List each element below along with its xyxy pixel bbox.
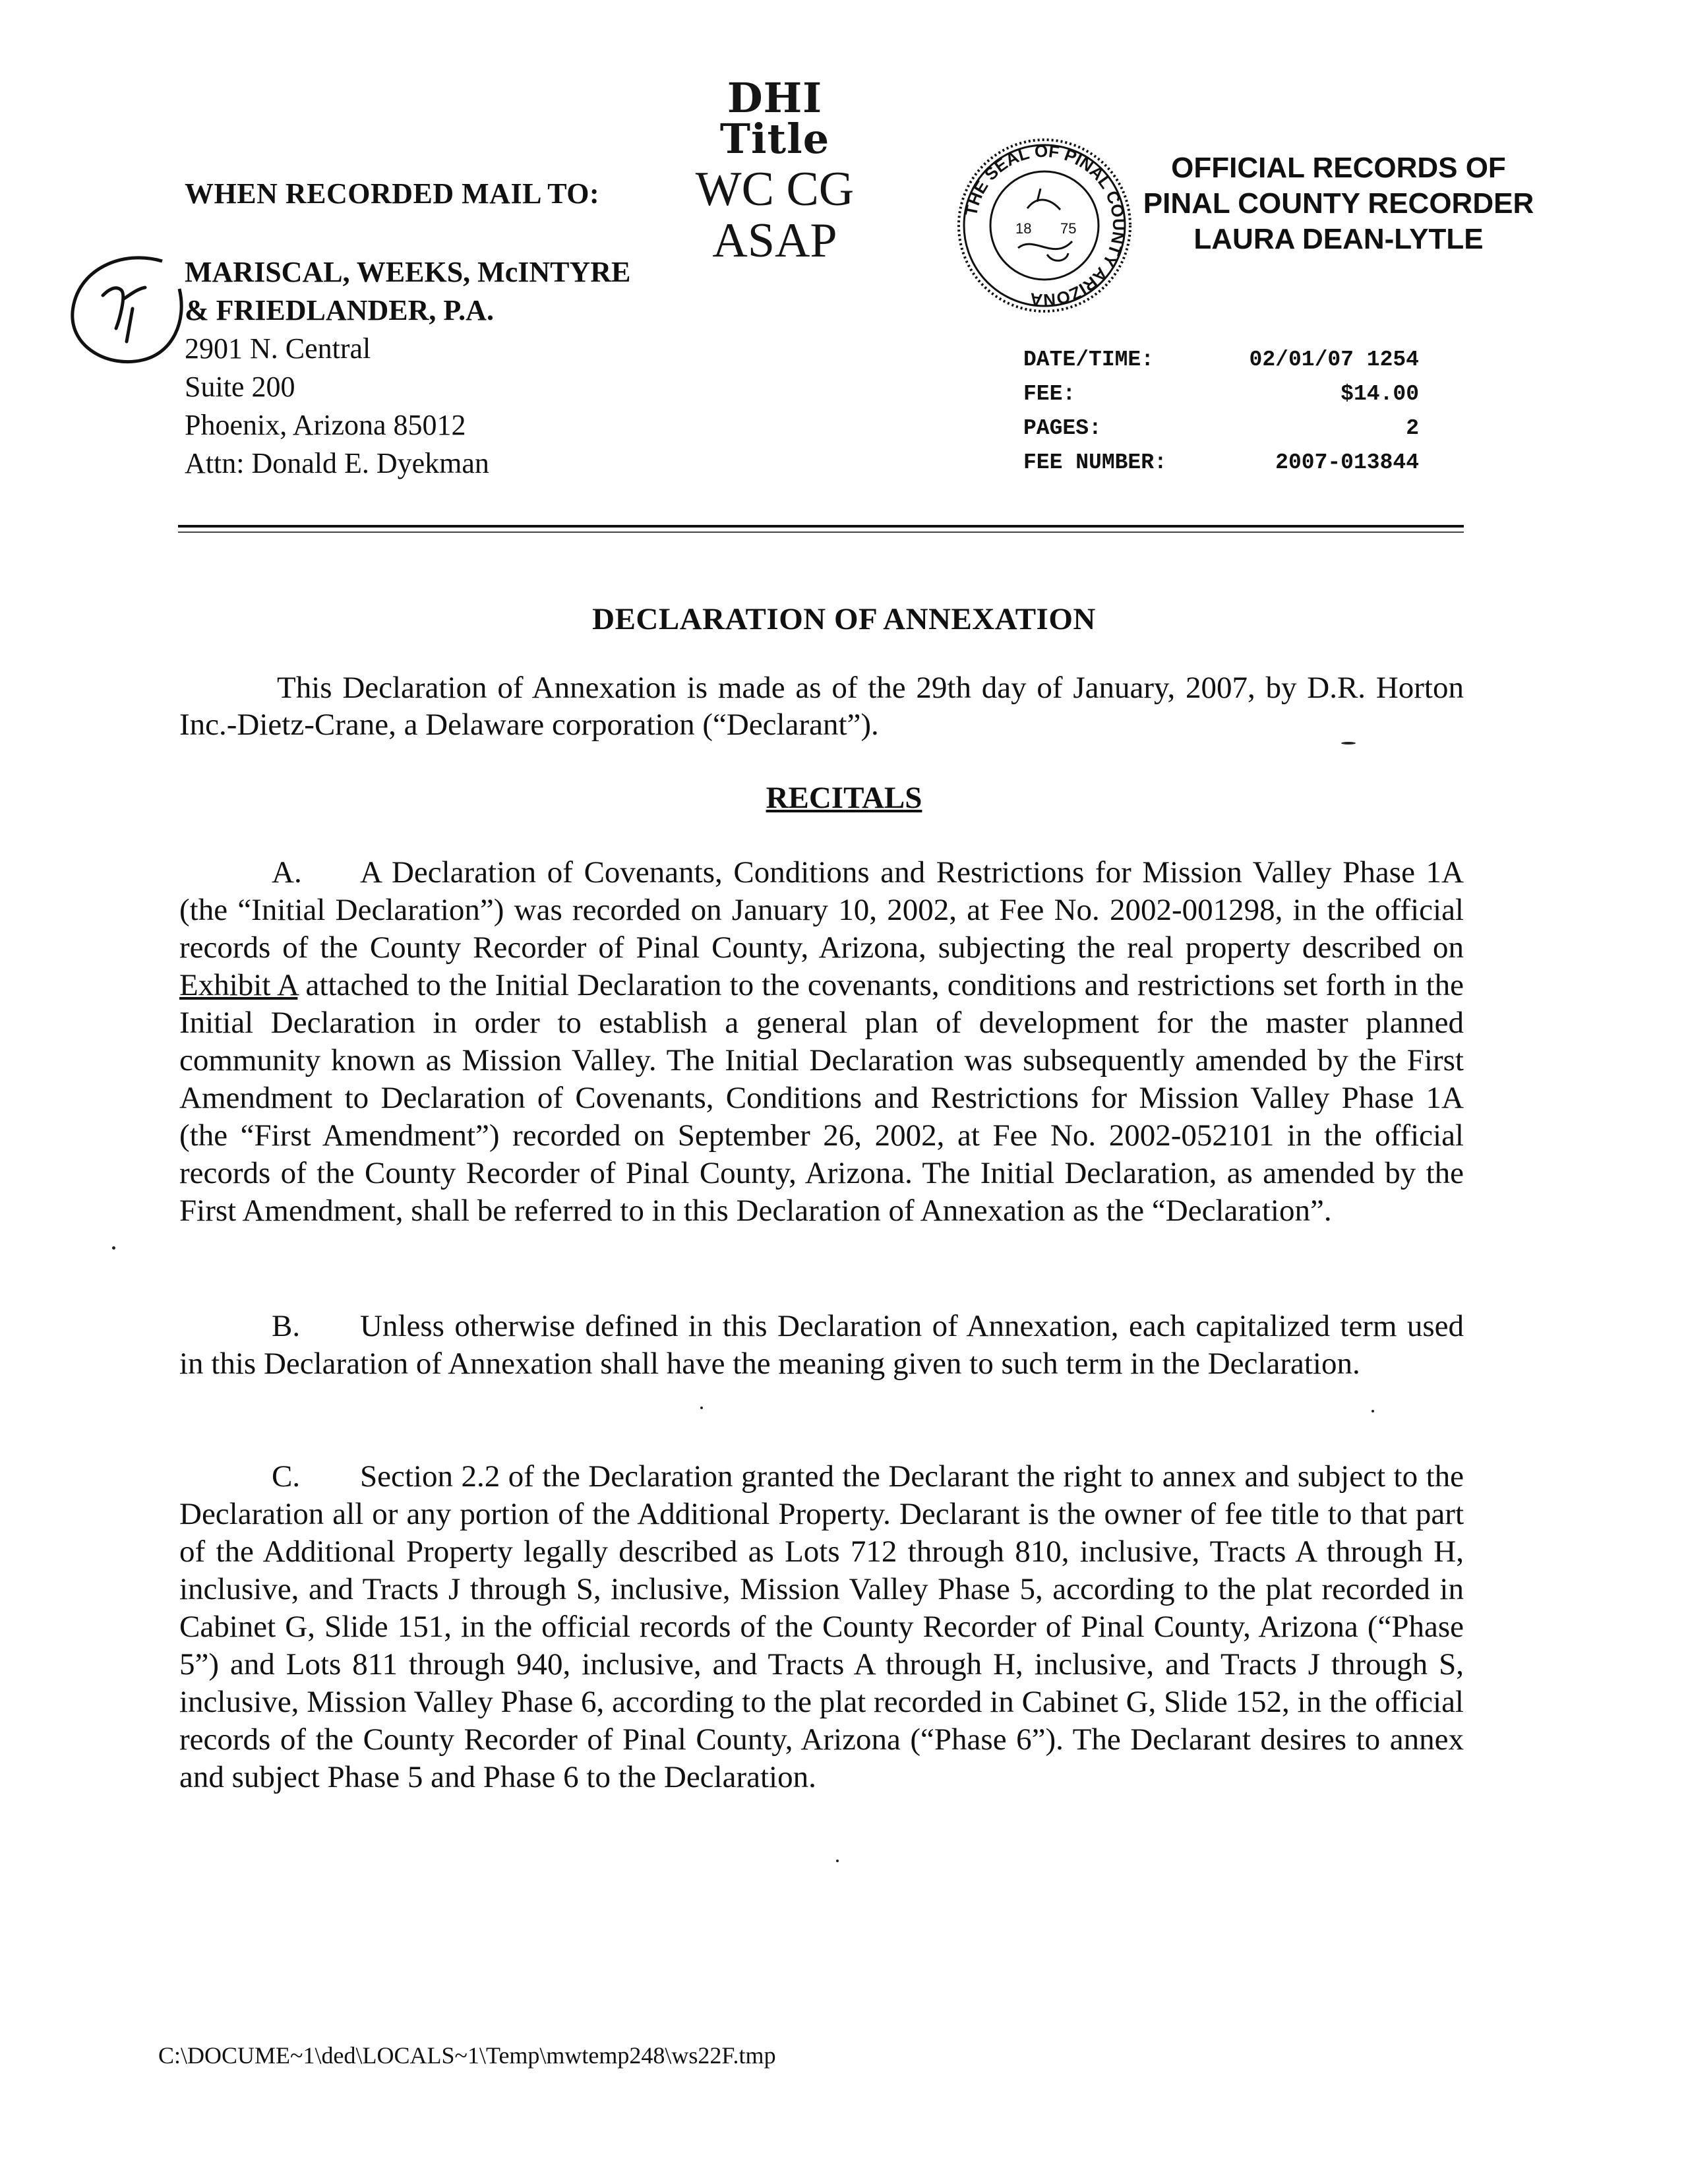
- recitals-heading: RECITALS: [766, 781, 922, 815]
- suite: Suite 200: [185, 371, 295, 403]
- scan-speck: [1341, 742, 1356, 744]
- recording-info-label: FEE NUMBER:: [1023, 450, 1167, 475]
- recording-info-row: [1023, 343, 1419, 377]
- recording-info-label: FEE:: [1023, 382, 1076, 406]
- seal-year-left: 18: [1015, 220, 1032, 237]
- firm-name-line-1: MARISCAL, WEEKS, McINTYRE: [185, 256, 631, 288]
- svg-text:THE SEAL OF PINAL COUNTY ARIZO: [961, 141, 1129, 311]
- recital-c-letter: C.: [272, 1459, 301, 1494]
- footer-file-path: C:\DOCUME~1\ded\LOCALS~1\Temp\mwtemp248\ws22F.tmp: [158, 2042, 776, 2069]
- street-address: 2901 N. Central: [185, 332, 371, 365]
- stamp-line-2: WC CG: [695, 162, 855, 216]
- mail-to-address: [185, 253, 630, 483]
- attention-line: Attn: Donald E. Dyekman: [185, 447, 489, 479]
- recital-a-text-before: A Declaration of Covenants, Conditions and Restrictions for Mission Valley Phase 1A (the “Initial Declaration”) was recorded on January 10, 2002, at Fee No. 2002-001298, in the official records of the County Recorder of Pinal County, Arizona, subjecting the real property described on: [179, 855, 1464, 965]
- handwritten-circle-mark-icon: [63, 249, 189, 375]
- recording-info-label: DATE/TIME:: [1023, 348, 1155, 372]
- recording-info-value: $14.00: [1341, 382, 1419, 406]
- recording-info-row: [1023, 446, 1419, 480]
- recording-info-value: 2007-013844: [1275, 450, 1419, 475]
- recording-info-row: [1023, 377, 1419, 411]
- header-divider-thin: [178, 531, 1464, 533]
- recital-a-letter: A.: [272, 855, 302, 890]
- scan-speck: [112, 1246, 115, 1250]
- scan-speck: [1372, 1410, 1374, 1412]
- recording-info-row: [1023, 411, 1419, 446]
- stamp-line-1: DHI Title: [719, 74, 830, 163]
- firm-name-line-2: & FRIEDLANDER, P.A.: [185, 294, 494, 326]
- seal-year-right: 75: [1060, 220, 1077, 237]
- mail-to-label: WHEN RECORDED MAIL TO:: [185, 177, 600, 210]
- recital-c-text: Section 2.2 of the Declaration granted the Declarant the right to annex and subject to the Declaration all or any portion of the Additional Property. Declarant is the owner of fee title to that part of the Additional Property legally described as Lots 712 through 810, inclusive, Tracts A through H, inclusive, and Tracts J through S, inclusive, Mission Valley Phase 5, according to the plat recorded in Cabinet G, Slide 151, in the official records of the County Recorder of Pinal County, Arizona (“Phase 5”) and Lots 811 through 940, inclusive, and Tracts A through H, inclusive, and Tracts J through S, inclusive, Mission Valley Phase 6, according to the plat recorded in Cabinet G, Slide 152, in the official records of the County Recorder of Pinal County, Arizona (“Phase 6”). The Declarant desires to annex and subject Phase 5 and Phase 6 to the Declaration.: [179, 1459, 1464, 1794]
- recital-a-text-after: attached to the Initial Declaration to the covenants, conditions and restrictions set forth in the Initial Declaration in order to establish a general plan of development for the master planned community known as Mission Valley. The Initial Declaration was subsequently amended by the First Amendment to Declaration of Covenants, Conditions and Restrictions for Mission Valley Phase 1A (the “First Amendment”) recorded on September 26, 2002, at Fee No. 2002-052101 in the official records of the County Recorder of Pinal County, Arizona. The Initial Declaration, as amended by the First Amendment, shall be referred to in this Declaration of Annexation as the “Declaration”.: [179, 968, 1464, 1228]
- recording-info-value: 02/01/07 1254: [1249, 348, 1419, 372]
- recital-c: [179, 1458, 1464, 1796]
- recording-info-value: 2: [1406, 416, 1419, 440]
- header-divider-thick: [178, 525, 1464, 528]
- intro-text: This Declaration of Annexation is made as of the 29th day of January, 2007, by D.R. Horton Inc.-Dietz-Crane, a Delaware corporation (“Declarant”).: [179, 671, 1464, 742]
- official-line-1: OFFICIAL RECORDS OF: [1171, 152, 1506, 184]
- scan-speck: [700, 1407, 703, 1409]
- exhibit-reference: Exhibit A: [179, 968, 298, 1002]
- recital-a: [179, 854, 1464, 1230]
- official-records-header: [1121, 150, 1556, 257]
- scan-speck: [836, 1860, 839, 1862]
- city-state-zip: Phoenix, Arizona 85012: [185, 409, 466, 441]
- recording-info-label: PAGES:: [1023, 416, 1102, 440]
- seal-ring-text: THE SEAL OF PINAL COUNTY ARIZONA: [961, 140, 1130, 311]
- pinal-county-seal-icon: [955, 136, 1134, 315]
- recital-b: [179, 1308, 1464, 1383]
- stamp-line-3: ASAP: [712, 214, 837, 268]
- recital-b-text: Unless otherwise defined in this Declaration of Annexation, each capitalized term used in this Declaration of Annexation shall have the meaning given to such term in the Declaration.: [179, 1309, 1464, 1381]
- recording-info: [1023, 343, 1419, 480]
- intro-paragraph: [179, 669, 1464, 743]
- official-line-2: PINAL COUNTY RECORDER: [1143, 187, 1534, 220]
- handwritten-title-stamp: [666, 74, 884, 268]
- official-line-3: LAURA DEAN-LYTLE: [1193, 223, 1484, 255]
- recital-b-letter: B.: [272, 1309, 301, 1343]
- document-title: DECLARATION OF ANNEXATION: [592, 602, 1096, 636]
